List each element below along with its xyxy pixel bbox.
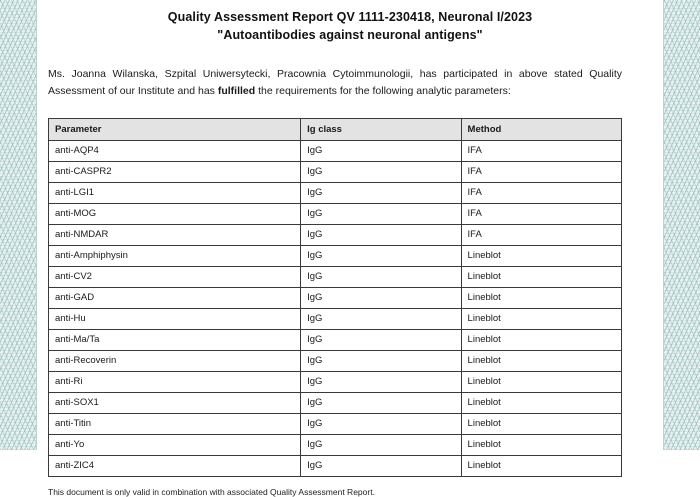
cell-parameter: anti-CV2: [49, 266, 301, 287]
cell-method: Lineblot: [461, 287, 621, 308]
parameters-table-body: [49, 140, 622, 476]
document-content: [44, 0, 656, 497]
paragraph-emphasis: fulfilled: [217, 85, 256, 98]
cell-ig-class: IgG: [301, 287, 461, 308]
cell-method: IFA: [461, 182, 621, 203]
cell-ig-class: IgG: [301, 140, 461, 161]
cell-method: IFA: [461, 161, 621, 182]
cell-ig-class: IgG: [301, 350, 461, 371]
cell-parameter: anti-Yo: [49, 434, 301, 455]
cell-method: IFA: [461, 224, 621, 245]
table-row: [49, 161, 622, 182]
table-row: [49, 371, 622, 392]
cell-parameter: anti-LGI1: [49, 182, 301, 203]
cell-parameter: anti-NMDAR: [49, 224, 301, 245]
parameters-table-wrapper: [48, 118, 622, 477]
cell-ig-class: IgG: [301, 371, 461, 392]
cell-parameter: anti-Hu: [49, 308, 301, 329]
table-row: [49, 434, 622, 455]
cell-ig-class: IgG: [301, 245, 461, 266]
cell-method: Lineblot: [461, 266, 621, 287]
table-row: [49, 350, 622, 371]
page-title: [44, 8, 656, 44]
page-title-line2: "Autoantibodies against neuronal antigens": [217, 28, 483, 43]
cell-ig-class: IgG: [301, 308, 461, 329]
paragraph-part-two: the requirements for the following analytic parameters:: [255, 85, 511, 98]
cell-parameter: anti-Amphiphysin: [49, 245, 301, 266]
cell-parameter: anti-CASPR2: [49, 161, 301, 182]
cell-method: Lineblot: [461, 413, 621, 434]
column-header-method: Method: [461, 118, 621, 140]
cell-parameter: anti-SOX1: [49, 392, 301, 413]
cell-method: Lineblot: [461, 329, 621, 350]
cell-parameter: anti-Ma/Ta: [49, 329, 301, 350]
table-row: [49, 308, 622, 329]
table-row: [49, 392, 622, 413]
column-header-parameter: Parameter: [49, 118, 301, 140]
table-row: [49, 329, 622, 350]
cell-ig-class: IgG: [301, 329, 461, 350]
table-row: [49, 266, 622, 287]
cell-method: Lineblot: [461, 455, 621, 476]
cell-ig-class: IgG: [301, 392, 461, 413]
table-row: [49, 413, 622, 434]
cell-method: Lineblot: [461, 350, 621, 371]
cell-ig-class: IgG: [301, 224, 461, 245]
table-row: [49, 140, 622, 161]
cell-method: Lineblot: [461, 434, 621, 455]
cell-ig-class: IgG: [301, 413, 461, 434]
cell-method: IFA: [461, 203, 621, 224]
cell-method: Lineblot: [461, 392, 621, 413]
cell-parameter: anti-Titin: [49, 413, 301, 434]
table-row: [49, 182, 622, 203]
cell-parameter: anti-Ri: [49, 371, 301, 392]
cell-parameter: anti-MOG: [49, 203, 301, 224]
cell-parameter: anti-ZIC4: [49, 455, 301, 476]
cell-ig-class: IgG: [301, 266, 461, 287]
participation-paragraph: [48, 66, 622, 100]
cell-method: Lineblot: [461, 371, 621, 392]
cell-ig-class: IgG: [301, 161, 461, 182]
table-row: [49, 455, 622, 476]
cell-method: Lineblot: [461, 308, 621, 329]
page-title-line1: Quality Assessment Report QV 1111-230418, Neuronal I/2023: [167, 10, 533, 24]
table-row: [49, 224, 622, 245]
cell-ig-class: IgG: [301, 455, 461, 476]
cell-parameter: anti-Recoverin: [49, 350, 301, 371]
footer-note: This document is only valid in combination with associated Quality Assessment Report.: [48, 486, 375, 497]
table-row: [49, 245, 622, 266]
border-rule-right: [663, 0, 664, 450]
parameters-table: [48, 118, 622, 477]
cell-method: IFA: [461, 140, 621, 161]
table-header-row: [49, 118, 622, 140]
paragraph-part-one: Ms. Joanna Wilanska, Szpital Uniwersytecki, Pracownia Cytoimmunologii, has participated in above stated Quality Assessment of our Institute and has: [48, 68, 622, 98]
cell-ig-class: IgG: [301, 203, 461, 224]
cell-ig-class: IgG: [301, 434, 461, 455]
column-header-ig-class: Ig class: [301, 118, 461, 140]
table-row: [49, 287, 622, 308]
border-rule-left: [36, 0, 37, 450]
decorative-border-right: [664, 0, 700, 450]
decorative-border-left: [0, 0, 36, 450]
table-row: [49, 203, 622, 224]
cell-ig-class: IgG: [301, 182, 461, 203]
cell-parameter: anti-GAD: [49, 287, 301, 308]
cell-method: Lineblot: [461, 245, 621, 266]
cell-parameter: anti-AQP4: [49, 140, 301, 161]
